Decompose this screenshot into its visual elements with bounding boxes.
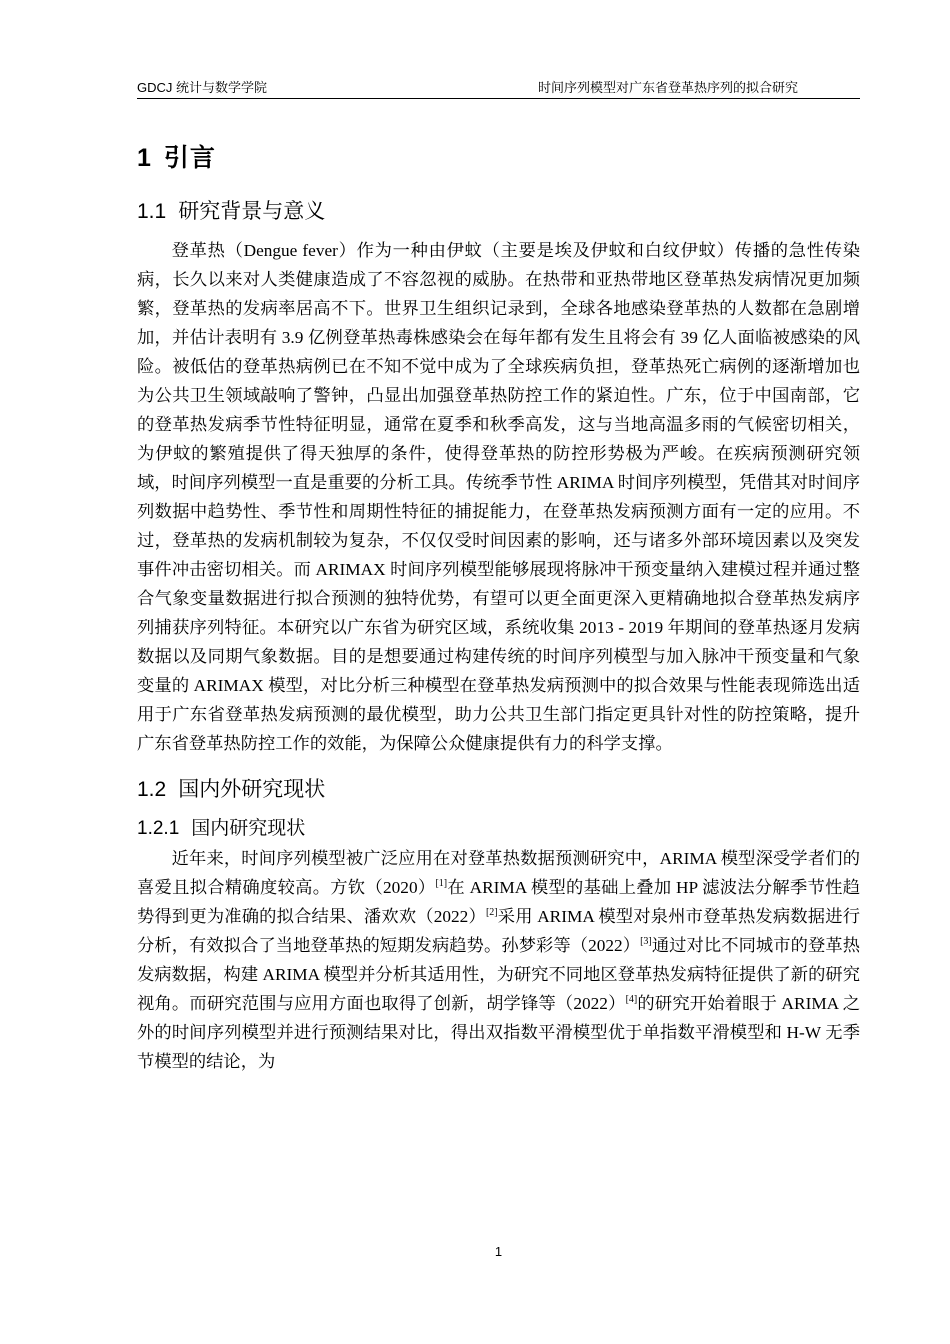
section-heading-1-2 [137, 772, 860, 808]
chapter-number: 1 [137, 144, 152, 172]
header-institution: GDCJ 统计与数学学院 [137, 80, 268, 95]
section-title: 研究背景与意义 [178, 200, 326, 223]
paragraph-text: 的研究开始着眼于 ARIMA 之外的时间序列模型并进行预测结果对比，得出双指数平滑模型优于单指数平滑模型和 H-W 无季节模型的结论，为 [137, 994, 860, 1071]
domestic-research-paragraph [137, 844, 860, 1076]
section-number: 1.2 [137, 778, 167, 801]
section-heading-1-1 [137, 194, 860, 230]
citation-ref[interactable]: [2] [485, 907, 498, 919]
chapter-title: 引言 [163, 144, 216, 172]
subsection-heading-1-2-1 [137, 814, 860, 844]
section-title: 国内外研究现状 [178, 778, 326, 801]
header-paper-title: 时间序列模型对广东省登革热序列的拟合研究 [537, 80, 798, 95]
section-number: 1.1 [137, 200, 167, 223]
citation-ref[interactable]: [1] [435, 878, 448, 890]
paragraph-text: 在 ARIMA 模型的基础上叠加 HP 滤波法分解季节性趋势得到更为准确的拟合结果、潘欢欢（2022） [137, 878, 860, 926]
citation-ref[interactable]: [3] [640, 936, 652, 948]
page-content [137, 136, 860, 1076]
paragraph-text: 近年来，时间序列模型被广泛应用在对登革热数据预测研究中，ARIMA 模型深受学者们的喜爱且拟合精确度较高。方钦（2020） [137, 849, 860, 897]
citation-ref[interactable]: [4] [625, 994, 638, 1006]
background-paragraph: 登革热（Dengue fever）作为一种由伊蚊（主要是埃及伊蚊和白纹伊蚊）传播的急性传染病，长久以来对人类健康造成了不容忽视的威胁。在热带和亚热带地区登革热发病情况更加频繁，登革热的发病率居高不下。世界卫生组织记录到，全球各地感染登革热的人数都在急剧增加，并估计表明有 3.9 亿例登革热毒株感染会在每年都有发生且将会有 39 亿人面临被感染的风险。被低估的登革热病例已在不知不觉中成为了全球疾病负担，登革热死亡病例的逐渐增加也为公共卫生领域敲响了警钟，凸显出加强登革热防控工作的紧迫性。广东，位于中国南部，它的登革热发病季节性特征明显，通常在夏季和秋季高发，这与当地高温多雨的气候密切相关，为伊蚊的繁殖提供了得天独厚的条件，使得登革热的防控形势极为严峻。在疾病预测研究领域，时间序列模型一直是重要的分析工具。传统季节性 ARIMA 时间序列模型，凭借其对时间序列数据中趋势性、季节性和周期性特征的捕捉能力，在登革热发病预测方面有一定的应用。不过，登革热的发病机制较为复杂，不仅仅受时间因素的影响，还与诸多外部环境因素以及突发事件冲击密切相关。而 ARIMAX 时间序列模型能够展现将脉冲干预变量纳入建模过程并通过整合气象变量数据进行拟合预测的独特优势，有望可以更全面更深入更精确地拟合登革热发病序列捕获序列特征。本研究以广东省为研究区域，系统收集 2013 - 2019 年期间的登革热逐月发病数据以及同期气象数据。目的是想要通过构建传统的时间序列模型与加入脉冲干预变量和气象变量的 ARIMAX 模型，对比分析三种模型在登革热发病预测中的拟合效果与性能表现筛选出适用于广东省登革热发病预测的最优模型，助力公共卫生部门指定更具针对性的防控策略，提升广东省登革热防控工作的效能，为保障公众健康提供有力的科学支撑。 [137, 241, 860, 753]
subsection-title: 国内研究现状 [191, 818, 306, 839]
running-header [137, 77, 860, 99]
paragraph-text: 采用 ARIMA 模型对泉州市登革热发病数据进行分析，有效拟合了当地登革热的短期发病趋势。孙梦彩等（2022） [137, 907, 860, 955]
paragraph-text: 通过对比不同城市的登革热发病数据，构建 ARIMA 模型并分析其适用性，为研究不同地区登革热发病特征提供了新的研究视角。而研究范围与应用方面也取得了创新，胡学锋等（2022） [137, 936, 860, 1013]
page-number: 1 [494, 1244, 503, 1259]
subsection-number: 1.2.1 [137, 818, 180, 839]
chapter-heading [137, 136, 860, 180]
